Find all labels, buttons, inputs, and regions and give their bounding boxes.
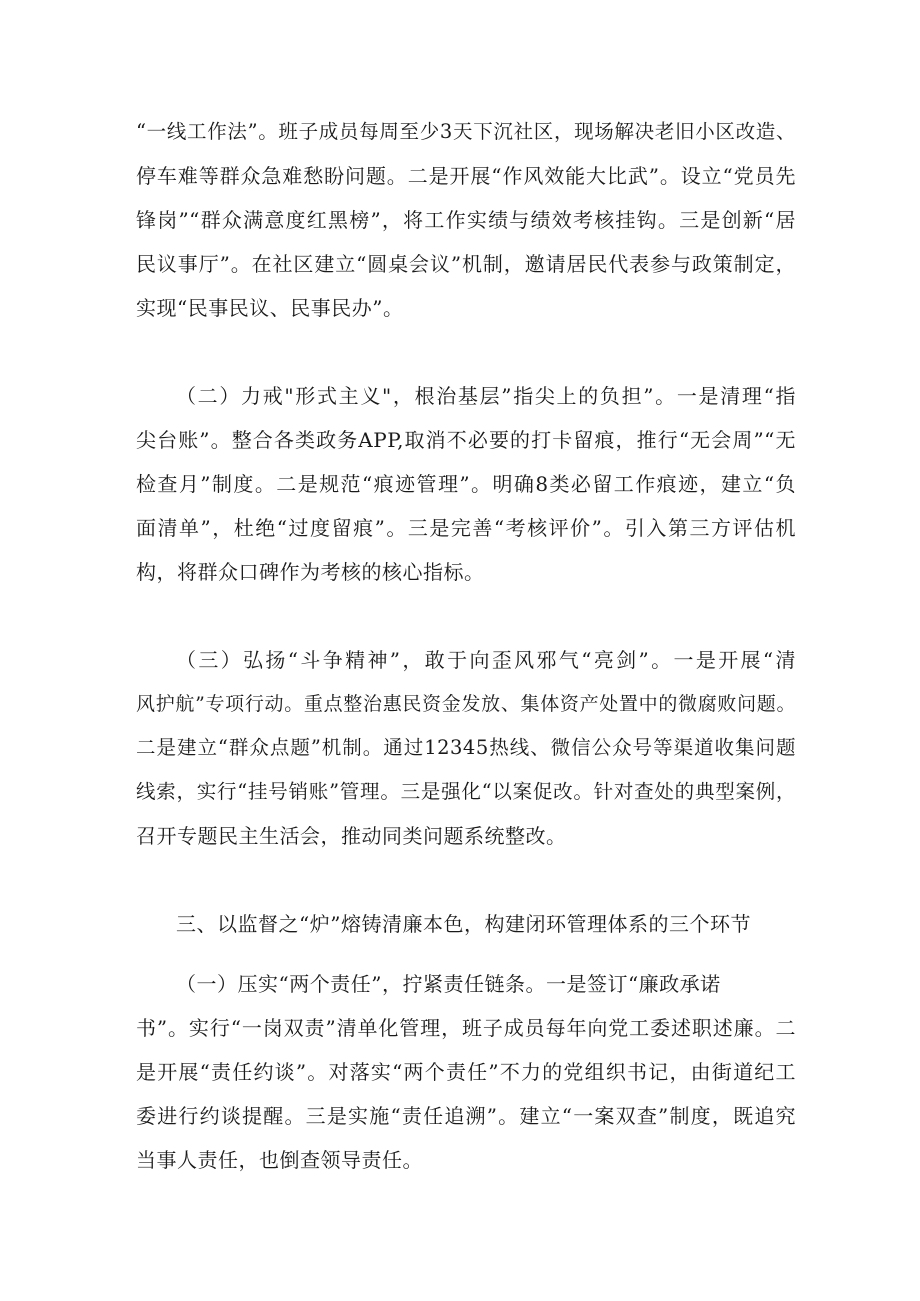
paragraph-line: （一）压实“两个责任”，拧紧责任链条。一是签订“廉政承诺 (176, 972, 721, 996)
section-heading (136, 902, 796, 946)
paragraph-line: 面清单”，杜绝“过度留痕”。三是完善“考核评价”。引入第三方评估机 (136, 516, 796, 540)
paragraph-line: 线索，实行“挂号销账”管理。三是强化“以案促改。针对查处的典型案例， (136, 780, 796, 803)
paragraph-line: 委进行约谈提醒。三是实施“责任追溯”。建立“一案双查”制度，既追究 (136, 1104, 796, 1128)
paragraph-line: 民议事厅”。在社区建立“圆桌会议”机制，邀请居民代表参与政策制定， (136, 252, 796, 276)
paragraph-continuation (136, 110, 796, 330)
paragraph-line: 风护航”专项行动。重点整治惠民资金发放、集体资产处置中的微腐败问题。 (136, 693, 796, 715)
section-heading-text: 三、以监督之“炉”熔铸清廉本色，构建闭环管理体系的三个环节 (176, 912, 751, 936)
paragraph-line: 尖台账”。整合各类政务APP,取消不必要的打卡留痕，推行“无会周”“无 (136, 428, 796, 452)
paragraph-line: 召开专题民主生活会，推动同类问题系统整改。 (136, 824, 567, 848)
paragraph-line: “一线工作法”。班子成员每周至少3天下沉社区，现场解决老旧小区改造、 (136, 120, 796, 143)
paragraph-line: 当事人责任，也倒查领导责任。 (136, 1148, 423, 1172)
paragraph-line: 二是建立“群众点题”机制。通过12345热线、微信公众号等渠道收集问题 (136, 736, 796, 759)
paragraph-line: 检查月”制度。二是规范“痕迹管理”。明确8类必留工作痕迹，建立“负 (136, 472, 796, 496)
paragraph-line: 书”。实行“一岗双责”清单化管理，班子成员每年向党工委述职述廉。二 (136, 1016, 796, 1040)
paragraph-line: 实现“民事民议、民事民办”。 (136, 296, 404, 320)
paragraph-line: 锋岗”“群众满意度红黑榜”，将工作实绩与绩效考核挂钩。三是创新“居 (136, 208, 796, 232)
paragraph-struggle-spirit (136, 638, 796, 858)
paragraph-line: 是开展“责任约谈”。对落实“两个责任”不力的党组织书记，由街道纪工 (136, 1060, 796, 1084)
paragraph-line: （三）弘扬“斗争精神”，敢于向歪风邪气“亮剑”。一是开展“清 (176, 648, 796, 672)
paragraph-responsibility (136, 962, 796, 1182)
paragraph-line: （二）力戒"形式主义"，根治基层”指尖上的负担”。一是清理“指 (176, 384, 796, 408)
paragraph-line: 停车难等群众急难愁盼问题。二是开展“作风效能大比武”。设立“党员先 (136, 164, 796, 188)
paragraph-line: 构，将群众口碑作为考核的核心指标。 (136, 560, 485, 584)
paragraph-formalism (136, 374, 796, 594)
